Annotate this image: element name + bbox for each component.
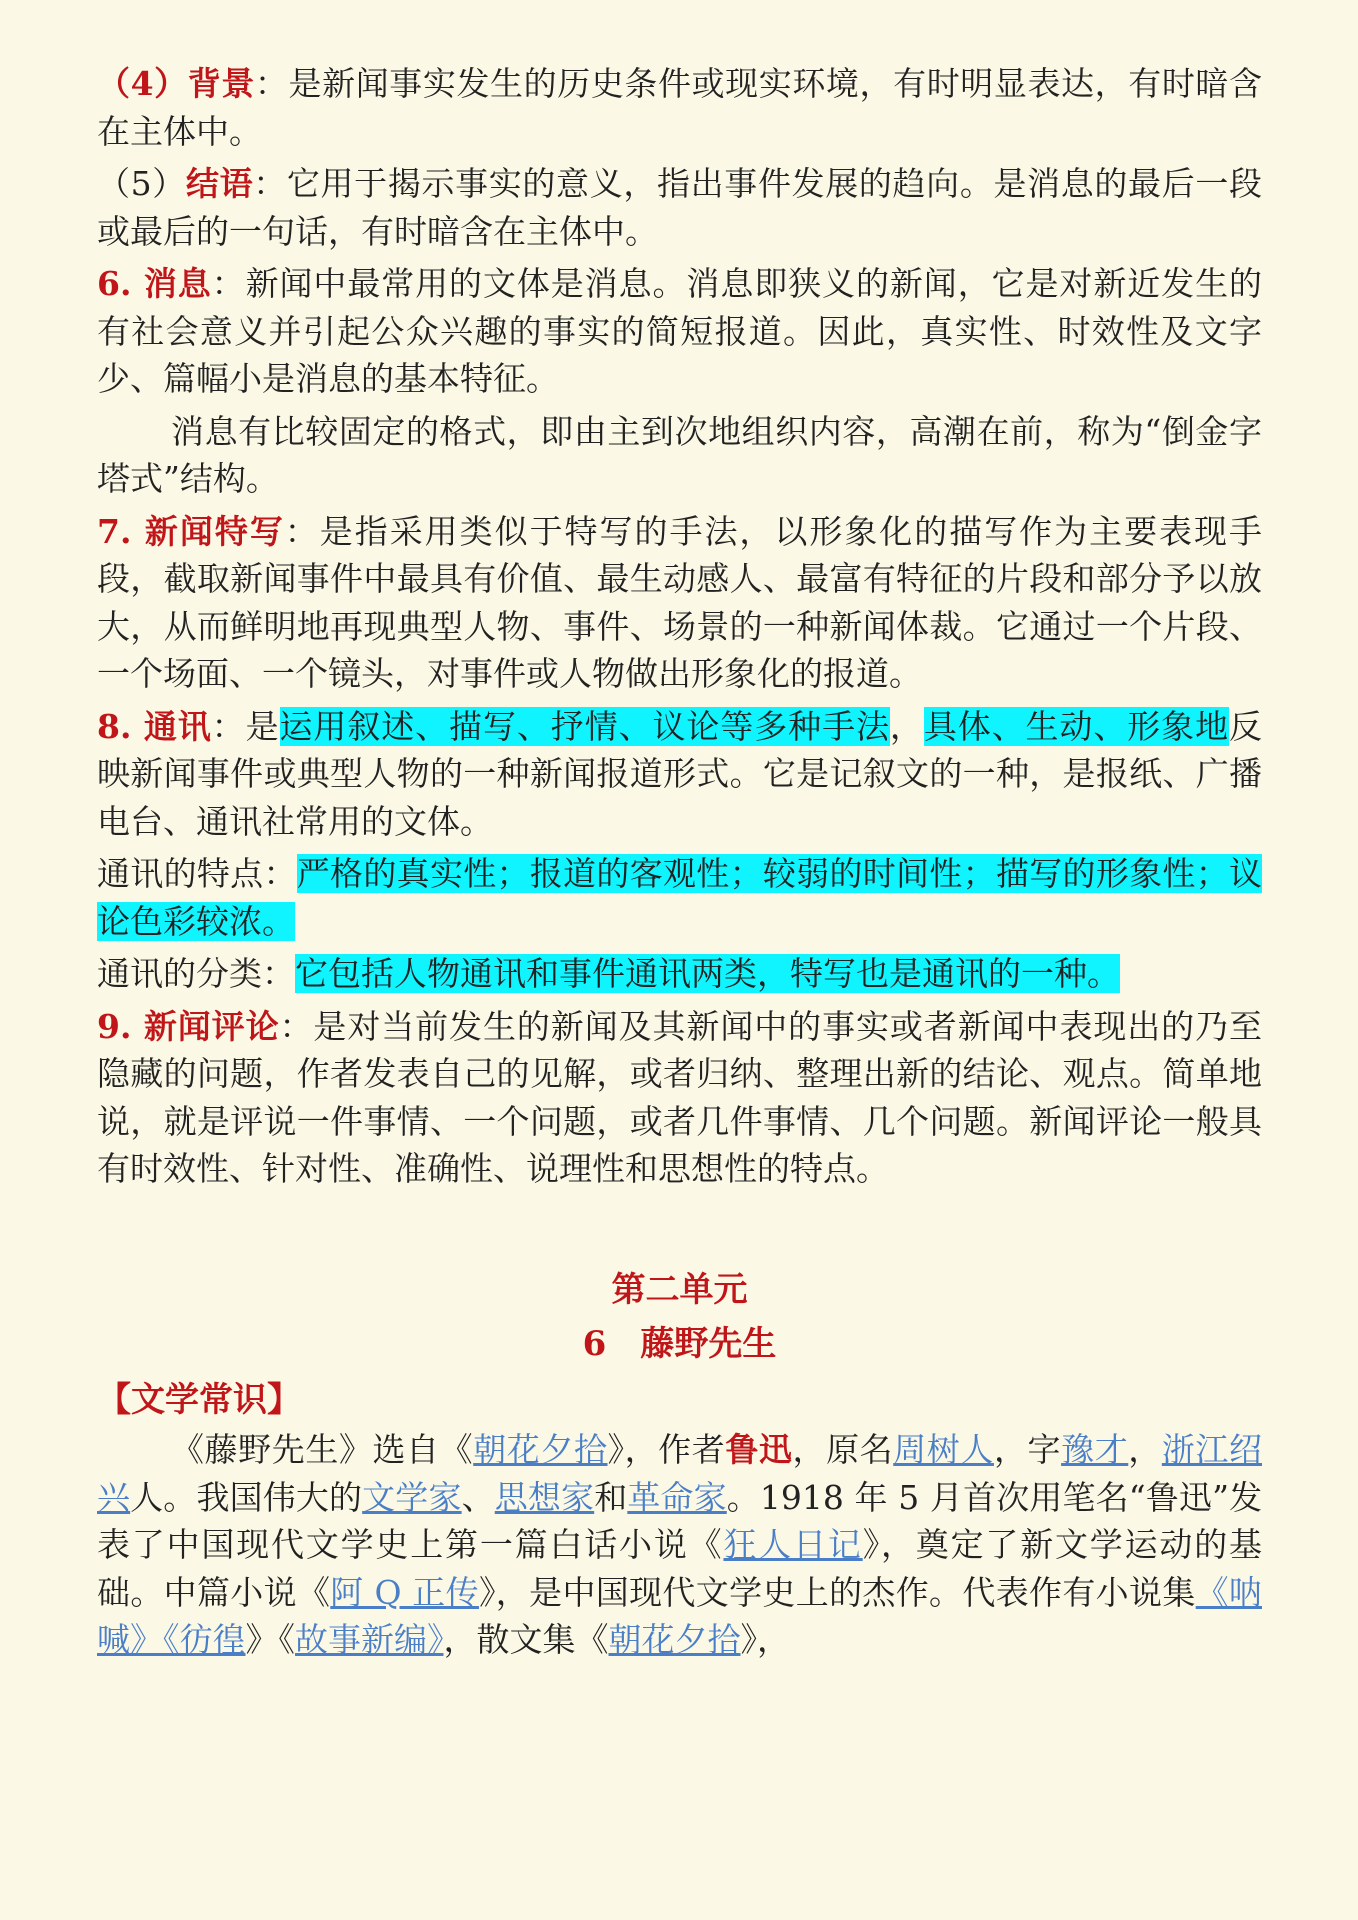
- text-run: 和: [594, 1477, 628, 1517]
- link-zhaohuaxishi[interactable]: 朝花夕拾: [473, 1430, 608, 1469]
- link-yucai[interactable]: 豫才: [1061, 1430, 1129, 1469]
- paragraph-newsletter-types: [97, 950, 1262, 998]
- link-zhejiang-shaoxing[interactable]: 浙江绍兴: [97, 1430, 1262, 1517]
- term-label: 6. 消息: [97, 264, 212, 303]
- text-run: 》《: [245, 1620, 295, 1659]
- lesson-title: 6 藤野先生: [582, 1323, 777, 1364]
- link-gushi-xinbian[interactable]: 故事新编》: [295, 1620, 444, 1659]
- term-label: 9. 新闻评论: [97, 1006, 280, 1046]
- paragraph-newsletter-features: [97, 850, 1262, 945]
- paragraph-inverted-pyramid: [97, 408, 1262, 503]
- unit-title: 第二单元: [611, 1269, 748, 1310]
- term-prefix: （5）: [97, 164, 186, 203]
- paragraph-text: 反映新闻事件或典型人物的一种新闻报道形式。它是记叙文的一种，是报纸、广播电台、通讯社常用的文体。: [97, 706, 1263, 841]
- text-run: ，散文集《: [443, 1620, 609, 1659]
- term-label: 7. 新闻特写: [97, 511, 285, 551]
- text-run: 》，: [740, 1620, 790, 1659]
- text-run: ，: [1128, 1430, 1162, 1469]
- link-thinker[interactable]: 思想家: [494, 1477, 595, 1517]
- text-run: 《藤野先生》选自《: [171, 1430, 474, 1469]
- paragraph-text: ：是: [211, 706, 280, 746]
- link-aq-zhengzhuan[interactable]: 阿 Q 正传: [330, 1572, 479, 1612]
- paragraph-text: ：它用于揭示事实的意义，指出事件发展的趋向。是消息的最后一段或最后的一句话，有时暗含在主体中。: [97, 164, 1262, 251]
- paragraph-literary-knowledge: [97, 1426, 1262, 1664]
- paragraph-text: 通讯的分类：: [97, 954, 295, 993]
- document-body: [97, 60, 1262, 1669]
- text-run: 人。我国伟大的: [130, 1477, 363, 1517]
- paragraph-text: 通讯的特点：: [97, 854, 297, 893]
- highlighted-text: 具体、生动、形象地: [923, 706, 1230, 746]
- paragraph-background: [97, 60, 1262, 155]
- text-run: 》，是中国现代文学史上的杰作。代表作有小说集: [478, 1572, 1196, 1612]
- text-run: 、: [461, 1477, 495, 1517]
- link-zhoushuren[interactable]: 周树人: [893, 1430, 994, 1469]
- paragraph-text: ：是指采用类似于特写的手法，以形象化的描写作为主要表现手段，截取新闻事件中最具有价值、最生动感人、最富有特征的片段和部分予以放大，从而鲜明地再现典型人物、事件、场景的一种新闻体裁。它通过一个片段、一个场面、一个镜头，对事件或人物做出形象化的报道。: [97, 511, 1262, 693]
- text-run: 。1918 年 5 月首次用笔名“鲁迅”发表了中国现代文学史上第一篇白话小说《: [97, 1477, 1263, 1564]
- link-nahan-panghuang[interactable]: 《呐喊》《彷徨: [97, 1572, 1262, 1659]
- text-run: 》，奠定了新文学运动的基础。中篇小说《: [97, 1525, 1263, 1612]
- paragraph-text: ，: [889, 706, 924, 746]
- unit-two-section: [97, 1263, 1262, 1664]
- text-run: ，字: [993, 1430, 1062, 1469]
- paragraph-text: ：是对当前发生的新闻及其新闻中的事实或者新闻中表现出的乃至隐藏的问题，作者发表自己的见解，或者归纳、整理出新的结论、观点。简单地说，就是评说一件事情、一个问题，或者几件事情、几个问题。新闻评论一般具有时效性、针对性、准确性、说理性和思想性的特点。: [97, 1006, 1262, 1188]
- highlighted-text: 运用叙述、描写、抒情、议论等多种手法: [279, 706, 890, 746]
- link-zhaohuaxishi-2[interactable]: 朝花夕拾: [608, 1620, 741, 1659]
- highlighted-text: 严格的真实性；报道的客观性；较弱的时间性；描写的形象性；议论色彩较浓。: [97, 854, 1263, 941]
- term-label: （4）背景: [97, 64, 255, 103]
- paragraph-newsletter: [97, 703, 1262, 846]
- paragraph-news-commentary: [97, 1003, 1262, 1193]
- text-run: 》，作者: [607, 1430, 726, 1469]
- paragraph-text: ：是新闻事实发生的历史条件或现实环境，有时明显表达，有时暗含在主体中。: [97, 64, 1263, 151]
- link-revolutionary[interactable]: 革命家: [627, 1477, 727, 1517]
- term-label: 结语: [185, 164, 254, 203]
- author-name: 鲁迅: [725, 1430, 793, 1469]
- highlighted-text: 它包括人物通讯和事件通讯两类，特写也是通讯的一种。: [295, 954, 1120, 993]
- term-label: 8. 通讯: [97, 706, 212, 746]
- paragraph-text: ：新闻中最常用的文体是消息。消息即狭义的新闻，它是对新近发生的有社会意义并引起公众兴趣的事实的简短报道。因此，真实性、时效性及文字少、篇幅小是消息的基本特征。: [97, 264, 1262, 398]
- link-writer[interactable]: 文学家: [362, 1477, 462, 1517]
- section-heading: 【文学常识】: [97, 1379, 301, 1420]
- paragraph-conclusion: [97, 160, 1262, 255]
- link-kuangren-riji[interactable]: 狂人日记: [723, 1525, 863, 1564]
- text-run: ，原名: [792, 1430, 894, 1469]
- paragraph-news-feature: [97, 508, 1262, 698]
- paragraph-text: 消息有比较固定的格式，即由主到次地组织内容，高潮在前，称为“倒金字塔式”结构。: [97, 411, 1262, 498]
- paragraph-news-message: [97, 260, 1262, 403]
